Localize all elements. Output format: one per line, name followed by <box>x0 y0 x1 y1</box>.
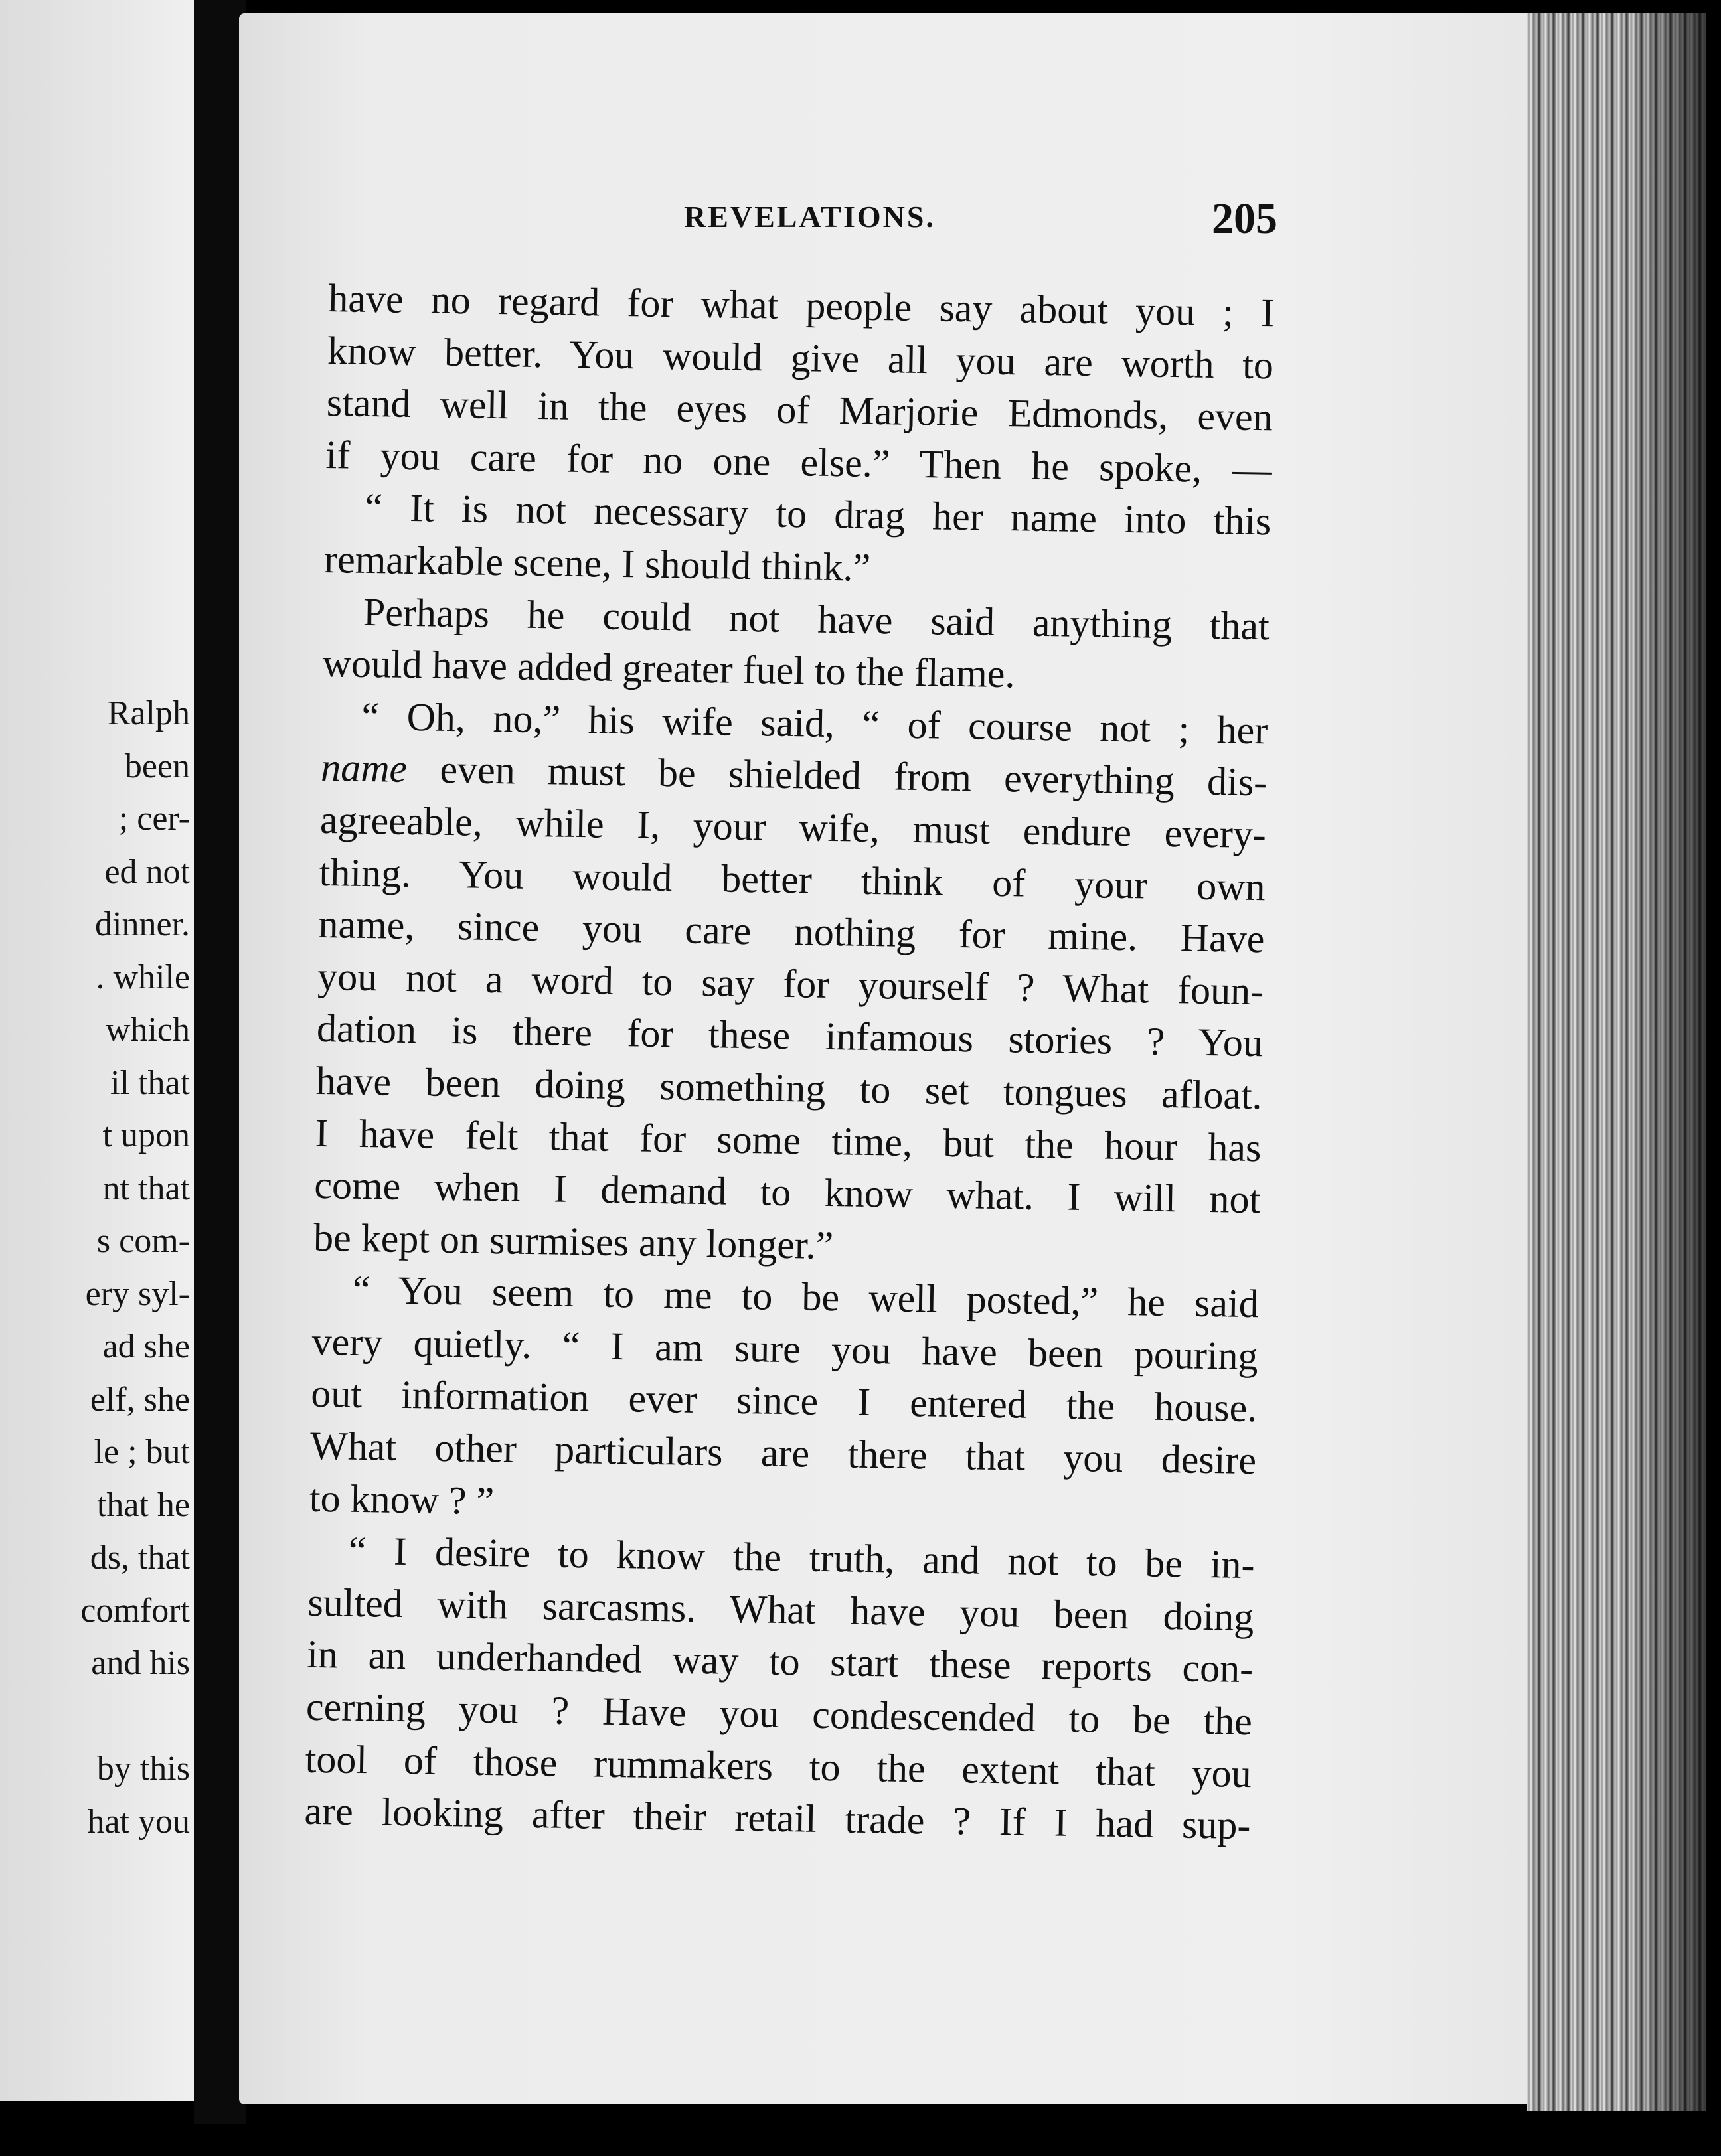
text-line: cerning you ? Have you condescended to be the <box>305 1684 1253 1744</box>
text-line: come when I demand to know what. I will not <box>313 1162 1261 1222</box>
text-line: if you care for no one else.” Then he spoke, — <box>325 432 1273 492</box>
text-line: “ I desire to know the truth, and not to be in- <box>348 1528 1256 1587</box>
text-line: tool of those rummakers to the extent that you <box>305 1736 1252 1796</box>
left-line: ery syl- <box>85 1274 190 1313</box>
text-line-rest: even must be shielded from everything dis- <box>440 747 1268 805</box>
left-line: by this <box>96 1750 190 1788</box>
text-line: “ It is not necessary to drag her name into this <box>364 485 1271 544</box>
text-line: be kept on surmises any longer.” <box>313 1215 834 1267</box>
text-line: “ You seem to me to be well posted,” he said <box>352 1268 1260 1326</box>
running-head: REVELATIONS. <box>684 200 936 234</box>
left-line: nt that <box>102 1169 190 1207</box>
text-line: have been doing something to set tongues afloat. <box>315 1058 1263 1118</box>
left-line: s com- <box>96 1222 190 1260</box>
text-line: you not a word to say for yourself ? What foun- <box>317 954 1264 1013</box>
left-line: ad she <box>102 1328 190 1365</box>
left-line: le ; but <box>94 1433 190 1471</box>
text-line: remarkable scene, I should think.” <box>323 536 871 589</box>
left-line: ds, that <box>90 1539 190 1577</box>
left-page-text <box>0 687 190 1848</box>
text-line: stand well in the eyes of Marjorie Edmonds, even <box>326 380 1273 439</box>
text-line: agreeable, while I, your wife, must endure every- <box>319 797 1267 857</box>
text-line: sulted with sarcasms. What have you been doing <box>307 1580 1254 1639</box>
text-line: in an underhanded way to start these reports con- <box>306 1632 1254 1691</box>
left-line: Ralph <box>107 694 190 732</box>
left-line: hat you <box>87 1802 190 1841</box>
text-line: very quietly. “ I am sure you have been pouring <box>311 1319 1259 1379</box>
text-line: “ Oh, no,” his wife said, “ of course not ; her <box>361 694 1268 753</box>
text-line: What other particulars are there that you desire <box>309 1423 1257 1483</box>
left-line: comfort <box>80 1591 190 1630</box>
page-number: 205 <box>1212 194 1277 243</box>
text-line: I have felt that for some time, but the hour has <box>315 1111 1262 1170</box>
body-text <box>304 272 1275 1852</box>
text-line: thing. You would better think of your own <box>319 850 1266 909</box>
left-line: and his <box>91 1644 190 1682</box>
left-line: elf, she <box>90 1380 190 1419</box>
left-line: . while <box>96 958 190 996</box>
text-line: dation is there for these infamous stories ? You <box>316 1006 1264 1065</box>
text-line: would have added greater fuel to the flame. <box>322 641 1016 696</box>
text-line: out information ever since I entered the house. <box>310 1371 1258 1430</box>
left-line: ed not <box>104 852 190 891</box>
italic-word: name <box>320 745 408 791</box>
left-line: dinner. <box>95 905 190 943</box>
text-line: know better. You would give all you are worth to <box>327 328 1274 387</box>
left-page <box>0 0 199 2101</box>
left-line: that he <box>96 1486 190 1524</box>
left-line-blank <box>0 1690 190 1743</box>
left-line: t upon <box>102 1116 190 1154</box>
book-gutter <box>194 0 246 2124</box>
left-line: il that <box>110 1063 190 1102</box>
left-line: which <box>105 1011 190 1049</box>
text-line: have no regard for what people say about you ; I <box>327 275 1275 335</box>
page-edge-shadow <box>1627 13 1713 2111</box>
text-line: name, since you care nothing for mine. Have <box>318 902 1265 961</box>
text-line: to know ? ” <box>309 1476 495 1523</box>
left-line: ; cer- <box>118 800 190 838</box>
text-line: Perhaps he could not have said anything that <box>363 589 1270 648</box>
left-line: been <box>124 747 190 785</box>
text-line: are looking after their retail trade ? If I had sup- <box>304 1788 1251 1848</box>
